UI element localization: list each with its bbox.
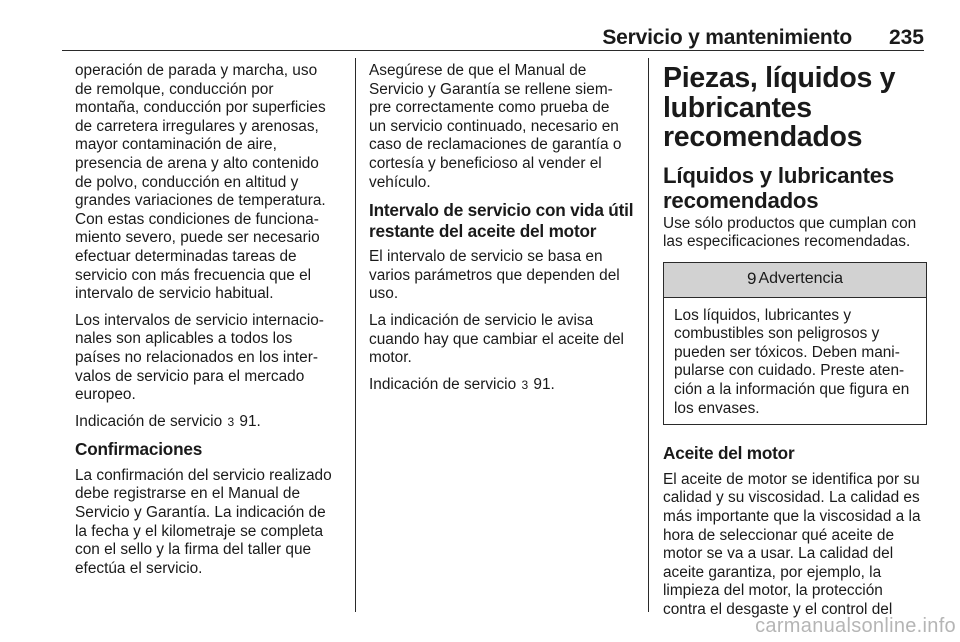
text-line: nales son aplicables a todos los <box>75 330 293 348</box>
page-reference-arrow-icon: 3 <box>521 377 529 392</box>
text-line: motor. <box>369 349 412 367</box>
text-line: pre correctamente como prueba de <box>369 99 610 117</box>
text-line: El intervalo de servicio se basa en <box>369 248 603 266</box>
paragraph-interval-basis <box>369 248 637 304</box>
reference-text: Indicación de servicio <box>75 412 223 430</box>
text-line: Servicio y Garantía se rellene siem‐ <box>369 80 613 98</box>
column-1 <box>75 62 350 586</box>
paragraph-conditions <box>75 62 350 304</box>
column-divider-1 <box>355 58 356 612</box>
paragraph-confirmations <box>75 467 350 579</box>
page-reference-arrow-icon: 3 <box>227 414 235 429</box>
text-line: La confirmación del servicio realizado <box>75 466 332 484</box>
text-line: de remolque, conducción por <box>75 80 274 98</box>
text-line: cortesía y beneficioso al vender el <box>369 154 602 172</box>
text-line: Asegúrese de que el Manual de <box>369 62 587 79</box>
text-line: Los líquidos, lubricantes y <box>674 306 852 324</box>
paragraph-oil-change-notice <box>369 312 637 368</box>
text-line: Los intervalos de servicio internacio‐ <box>75 311 324 329</box>
text-line: un servicio continuado, necesario en <box>369 117 619 135</box>
text-line: con el sello y la firma del taller que <box>75 541 312 559</box>
text-line: calidad y su viscosidad. La calidad es <box>663 489 920 507</box>
heading-line: restante del aceite del motor <box>369 220 597 241</box>
text-line: vehículo. <box>369 173 431 191</box>
warning-icon: 9 <box>747 269 757 289</box>
warning-body <box>664 298 926 425</box>
text-line: operación de parada y marcha, uso <box>75 62 318 79</box>
text-line: la fecha y el kilometraje se completa <box>75 522 324 540</box>
text-line: europeo. <box>75 386 136 404</box>
text-line: efectúa el servicio. <box>75 559 203 577</box>
text-line: los envases. <box>674 399 760 417</box>
text-line: uso. <box>369 285 399 303</box>
section-heading-confirmaciones: Confirmaciones <box>75 439 203 460</box>
page-reference-link[interactable]: 91. <box>239 412 261 430</box>
warning-title: Advertencia <box>758 270 843 288</box>
text-line: La indicación de servicio le avisa <box>369 311 594 329</box>
paragraph-international-intervals <box>75 312 350 405</box>
text-line: combustibles son peligrosos y <box>674 325 880 343</box>
column-divider-2 <box>648 58 649 612</box>
text-line: cuando hay que cambiar el aceite del <box>369 330 624 348</box>
text-line: Servicio y Garantía. La indicación de <box>75 503 326 521</box>
text-line: efectuar determinadas tareas de <box>75 247 297 265</box>
text-line: ción a la información que figura en <box>674 381 910 399</box>
text-line: más importante que la viscosidad a la <box>663 507 921 525</box>
text-line: mayor contaminación de aire, <box>75 136 277 154</box>
title-line: Piezas, líquidos y <box>663 62 896 94</box>
text-line: aceite garantiza, por ejemplo, la <box>663 563 882 581</box>
text-line: intervalo de servicio habitual. <box>75 285 274 303</box>
text-line: pueden ser tóxicos. Deben mani‐ <box>674 343 900 361</box>
text-line: las especificaciones recomendadas. <box>663 233 911 251</box>
section-subtitle <box>663 163 927 213</box>
section-heading-oil-life-interval <box>369 200 637 241</box>
text-line: grandes variaciones de temperatura. <box>75 192 326 210</box>
watermark: carmanualsonline.info <box>755 615 956 637</box>
page-number: 235 <box>888 26 924 49</box>
text-line: limpieza del motor, la protección <box>663 582 883 600</box>
paragraph-service-reference <box>75 413 350 432</box>
text-line: Use sólo productos que cumplan con <box>663 214 917 232</box>
text-line: países no relacionados en los inter‐ <box>75 348 318 366</box>
page-reference-link[interactable]: 91. <box>533 375 555 393</box>
text-line: servicio con más frecuencia que el <box>75 266 312 284</box>
text-line: debe registrarse en el Manual de <box>75 485 301 503</box>
text-line: caso de reclamaciones de garantía o <box>369 136 622 154</box>
column-2 <box>369 62 637 402</box>
warning-header <box>664 263 926 298</box>
subtitle-line: Líquidos y lubricantes <box>663 162 895 188</box>
text-line: presencia de arena y alto contenido <box>75 154 319 172</box>
paragraph-engine-oil <box>663 471 927 620</box>
text-line: contra el desgaste y el control del <box>663 600 893 618</box>
text-line: montaña, conducción por superficies <box>75 99 326 117</box>
page-header <box>62 22 924 51</box>
section-heading-engine-oil: Aceite del motor <box>663 443 795 464</box>
text-line: pularse con cuidado. Preste aten‐ <box>674 362 905 380</box>
subtitle-line: recomendados <box>663 187 819 213</box>
text-line: miento severo, puede ser necesario <box>75 229 320 247</box>
heading-line: Intervalo de servicio con vida útil <box>369 200 634 221</box>
column-3 <box>663 62 927 628</box>
text-line: de polvo, conducción en altitud y <box>75 173 299 191</box>
text-line: Con estas condiciones de funciona‐ <box>75 210 319 228</box>
title-line: recomendados <box>663 121 863 153</box>
text-line: de carretera irregulares y arenosas, <box>75 117 319 135</box>
running-header-title: Servicio y mantenimiento <box>602 26 852 49</box>
warning-box <box>663 262 927 426</box>
text-line: varios parámetros que dependen del <box>369 266 620 284</box>
paragraph-warranty-manual <box>369 62 637 192</box>
paragraph-service-reference <box>369 376 637 395</box>
paragraph-use-products <box>663 215 927 252</box>
text-line: hora de seleccionar qué aceite de <box>663 526 895 544</box>
text-line: valos de servicio para el mercado <box>75 367 305 385</box>
reference-text: Indicación de servicio <box>369 375 517 393</box>
title-line: lubricantes <box>663 91 812 124</box>
text-line: motor se va a usar. La calidad del <box>663 545 894 563</box>
text-line: El aceite de motor se identifica por su <box>663 470 920 488</box>
chapter-title <box>663 64 927 153</box>
